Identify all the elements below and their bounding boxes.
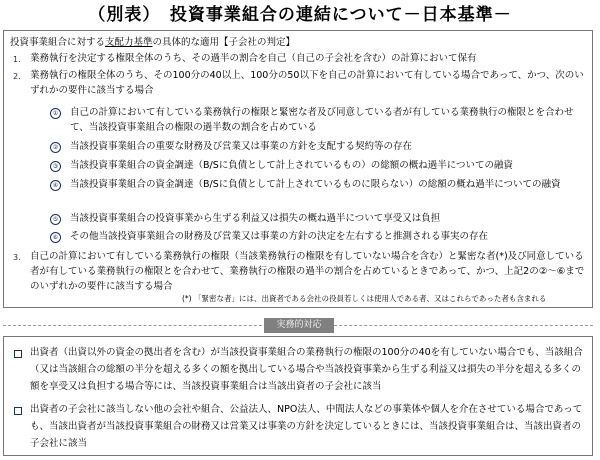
footnote: (*) 「緊密な者」には、出資者である会社の役員若しくは使用人である者、又はこれらであった者も含まれる	[182, 294, 547, 303]
subitem-4-text: 当該投資事業組合の資金調達（B/Sに負債として計上されているものに限らない）の総額の概ね過半についての融資	[70, 179, 561, 190]
item-3-text: 自己の計算において有している業務執行の権限（当該業務執行の権限を有していない場合を含む）と緊密な者(*)及び同意している者が有している業務執行の権限とを合わせて、業務執行の権限の過半の割合を占めているときであって、かつ、上記2の②～⑥までのいずれかの要件に該当する場合	[30, 251, 585, 292]
item-3-number: 3.	[13, 253, 21, 262]
subitem-3-mark: ③	[50, 161, 61, 172]
subitem-1-mark: ①	[50, 108, 61, 119]
heading-prefix: 投資事業組合に対する	[10, 37, 106, 48]
practice-paragraph-1: 出資者（出資以外の資金の拠出者を含む）が当該投資事業組合の業務執行の権限の100分の40を有していない場合でも、当該組合（又は当該組合の総額の半分を超える多くの額を拠出している場合や当該投資事業から生ずる利益又は損失の半分を超える多くの額を享受又は負担する場合等には、当該投資事業組合は当該出資者の子会社に該当	[30, 347, 583, 392]
subitem-6-text: その他当該投資事業組合の財務及び営業又は事業の方針の決定を左右すると推測される事実の存在	[70, 231, 489, 242]
heading-underlined: 支配力基準	[105, 37, 153, 48]
square-bullet-icon	[14, 350, 22, 358]
subitem-1-text: 自己の計算において有している業務執行の権限と緊密な者及び同意している者が有している業務執行の権限とを合わせて、当該投資事業組合の権限の過半数の割合を占めている	[70, 107, 574, 133]
subitem-4-mark: ④	[50, 180, 61, 191]
square-bullet-icon	[14, 407, 22, 415]
subitem-2-mark: ②	[50, 142, 61, 153]
item-1-number: 1.	[13, 55, 21, 64]
item-2-number: 2.	[13, 72, 21, 81]
item-1-text: 業務執行を決定する権限全体のうち、その過半の割合を自己（自己の子会社を含む）の計算において保有	[30, 53, 477, 64]
subitem-2-text: 当該投資事業組合の重要な財務及び営業又は事業の方針を支配する契約等の存在	[70, 141, 413, 152]
subitem-5-mark: ⑤	[50, 214, 61, 225]
page-title: （別表） 投資事業組合の連結について－日本基準－	[88, 5, 512, 25]
practice-box	[3, 336, 593, 456]
practice-label: 実務的対応	[264, 318, 334, 333]
criteria-heading	[10, 36, 295, 49]
heading-suffix: の具体的な適用【子会社の判定】	[152, 37, 296, 48]
practice-paragraph-2: 出資者の子会社に該当しない他の会社や組合、公益法人、NPO法人、中間法人などの事業体や個人を介在させている場合であっても、当該出資者が当該投資事業組合の財務又は営業又は事業の方針を決定しているときには、当該投資事業組合は、当該出資者の子会社に該当	[30, 404, 583, 449]
subitem-6-mark: ⑥	[50, 232, 61, 243]
subitem-3-text: 当該投資事業組合の資金調達（B/Sに負債として計上されているもの）の総額の概ね過半についての融資	[70, 160, 514, 171]
item-2-text: 業務執行の権限全体のうち、その100分の40以上、100分の50以下を自己の計算において有している場合であって、かつ、次のいずれかの要件に該当する場合	[30, 70, 584, 96]
subitem-5-text: 当該投資事業組合の投資事業から生ずる利益又は損失の概ね過半について享受又は負担	[70, 213, 441, 224]
criteria-box	[3, 30, 593, 308]
